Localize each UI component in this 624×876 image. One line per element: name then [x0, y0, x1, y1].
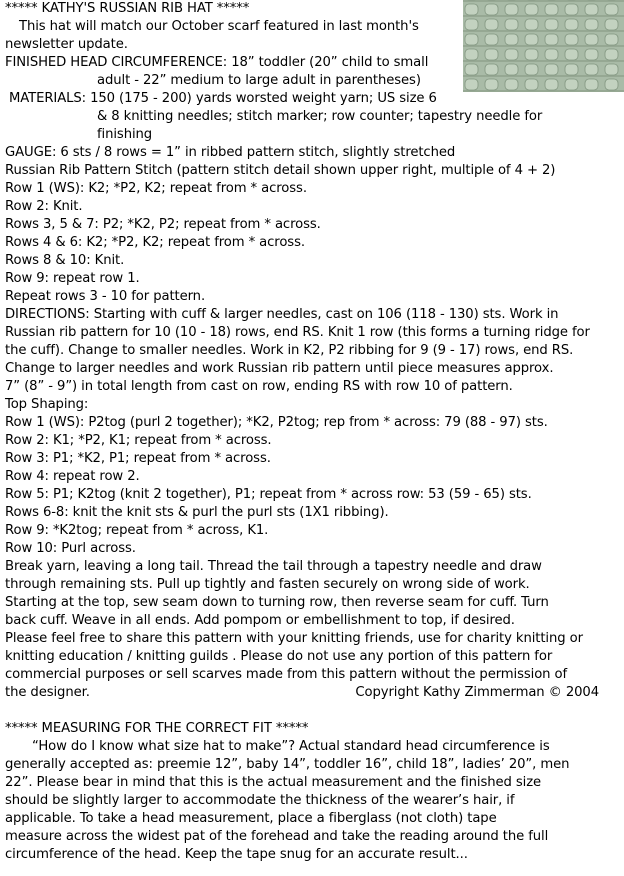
finishing-line: commercial purposes or sell scarves made from this pattern without the permission of [5, 667, 568, 682]
finished-size-line: adult - 22” medium to large adult in parentheses) [97, 73, 421, 88]
signoff-line [5, 684, 599, 702]
pattern-line: Row 2: Knit. [5, 199, 83, 214]
materials-line: finishing [97, 127, 153, 142]
pattern-document [5, 0, 623, 864]
pattern-line: Rows 8 & 10: Knit. [5, 253, 125, 268]
shaping-line: Row 1 (WS): P2tog (purl 2 together); *K2, P2tog; rep from * across: 79 (88 - 97) sts. [5, 415, 548, 430]
shaping-line: Row 3: P1; *K2, P1; repeat from * across. [5, 451, 271, 466]
pattern-line: Repeat rows 3 - 10 for pattern. [5, 289, 206, 304]
pattern-line: Row 1 (WS): K2; *P2, K2; repeat from * across. [5, 181, 307, 196]
directions-line: Russian rib pattern for 10 (10 - 18) rows, end RS. Knit 1 row (this forms a turning ridge for [5, 325, 590, 340]
finishing-line: through remaining sts. Pull up tightly and fasten securely on wrong side of work. [5, 577, 530, 592]
shaping-line: Top Shaping: [5, 397, 89, 412]
intro-line: newsletter update. [5, 37, 128, 52]
finishing-line: Starting at the top, sew seam down to turning row, then reverse seam for cuff. Turn [5, 595, 549, 610]
section-spacer [5, 702, 623, 720]
shaping-line: Row 5: P1; K2tog (knit 2 together), P1; repeat from * across row: 53 (59 - 65) sts. [5, 487, 532, 502]
pattern-line: Row 9: repeat row 1. [5, 271, 140, 286]
fit-line: “How do I know what size hat to make”? Actual standard head circumference is [32, 739, 550, 754]
shaping-line: Row 9: *K2tog; repeat from * across, K1. [5, 523, 269, 538]
finished-size-line: FINISHED HEAD CIRCUMFERENCE: 18” toddler (20” child to small [5, 55, 429, 70]
shaping-line: Row 10: Purl across. [5, 541, 136, 556]
shaping-line: Row 4: repeat row 2. [5, 469, 140, 484]
signoff-text: the designer. [5, 685, 90, 700]
fit-section-title: ***** MEASURING FOR THE CORRECT FIT ***** [5, 721, 309, 736]
shaping-line: Row 2: K1; *P2, K1; repeat from * across. [5, 433, 272, 448]
fit-line: applicable. To take a head measurement, place a fiberglass (not cloth) tape [5, 811, 497, 826]
directions-line: the cuff). Change to smaller needles. Work in K2, P2 ribbing for 9 (9 - 17) rows, end RS. [5, 343, 574, 358]
copyright-text: Copyright Kathy Zimmerman © 2004 [355, 685, 599, 700]
finishing-line: knitting education / knitting guilds . Please do not use any portion of this pattern for [5, 649, 553, 664]
pattern-line: GAUGE: 6 sts / 8 rows = 1” in ribbed pattern stitch, slightly stretched [5, 145, 456, 160]
fit-line: should be slightly larger to accommodate the thickness of the wearer’s hair, if [5, 793, 515, 808]
directions-line: 7” (8” - 9”) in total length from cast on row, ending RS with row 10 of pattern. [5, 379, 513, 394]
materials-line: MATERIALS: 150 (175 - 200) yards worsted weight yarn; US size 6 [9, 91, 437, 106]
document-title: ***** KATHY'S RUSSIAN RIB HAT ***** [5, 1, 250, 16]
fit-line: circumference of the head. Keep the tape snug for an accurate result... [5, 847, 468, 862]
fit-line: 22”. Please bear in mind that this is the actual measurement and the finished size [5, 775, 542, 790]
pattern-line: Russian Rib Pattern Stitch (pattern stitch detail shown upper right, multiple of 4 + 2) [5, 163, 556, 178]
pattern-line: Rows 3, 5 & 7: P2; *K2, P2; repeat from * across. [5, 217, 321, 232]
materials-line: & 8 knitting needles; stitch marker; row counter; tapestry needle for [97, 109, 543, 124]
shaping-line: Rows 6-8: knit the knit sts & purl the purl sts (1X1 ribbing). [5, 505, 389, 520]
finishing-line: Please feel free to share this pattern with your knitting friends, use for charity knitting or [5, 631, 583, 646]
intro-line: This hat will match our October scarf featured in last month's [19, 19, 419, 34]
pattern-line: Rows 4 & 6: K2; *P2, K2; repeat from * across. [5, 235, 305, 250]
finishing-line: back cuff. Weave in all ends. Add pompom or embellishment to top, if desired. [5, 613, 515, 628]
finishing-line: Break yarn, leaving a long tail. Thread the tail through a tapestry needle and draw [5, 559, 542, 574]
directions-line: DIRECTIONS: Starting with cuff & larger needles, cast on 106 (118 - 130) sts. Work in [5, 307, 559, 322]
fit-line: measure across the widest pat of the forehead and take the reading around the full [5, 829, 549, 844]
fit-line: generally accepted as: preemie 12”, baby 14”, toddler 16”, child 18”, ladies’ 20”, men [5, 757, 570, 772]
directions-line: Change to larger needles and work Russian rib pattern until piece measures approx. [5, 361, 554, 376]
